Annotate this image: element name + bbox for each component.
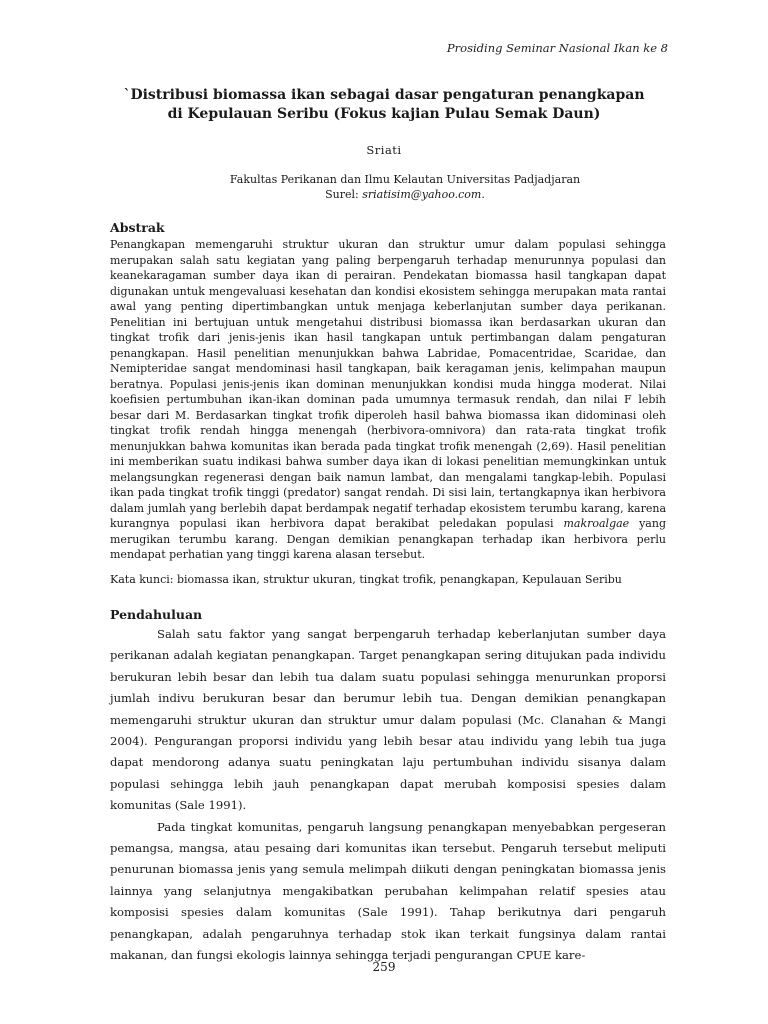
affiliation bbox=[150, 172, 660, 202]
paper-title-line-2: di Kepulauan Seribu (Fokus kajian Pulau Semak Daun) bbox=[167, 106, 601, 122]
introduction-body bbox=[110, 624, 666, 967]
email-label: Surel: bbox=[325, 188, 363, 201]
institution: Fakultas Perikanan dan Ilmu Kelautan Universitas Padjadjaran bbox=[229, 173, 581, 186]
email-line bbox=[150, 187, 660, 202]
running-head: Prosiding Seminar Nasional Ikan ke 8 bbox=[446, 41, 668, 55]
introduction-paragraph-2: Pada tingkat komunitas, pengaruh langsung penangkapan menyebabkan pergeseran pemangsa, mangsa, atau pesaing dari komunitas ikan tersebut. Pengaruh tersebut meliputi penurunan biomassa jenis yang semula melimpah diikuti dengan peningkatan biomassa jenis lainnya yang selanjutnya mengakibatkan perubahan kelimpahan relatif spesies atau komposisi spesies dalam komunitas (Sale 1991). Tahap berikutnya dari pengaruh penangkapan, adalah pengaruhnya terhadap stok ikan terkait fungsinya dalam rantai makanan, dan fungsi ekologis lainnya sehingga terjadi pengurangan CPUE kare- bbox=[110, 819, 666, 963]
keywords: Kata kunci: biomassa ikan, struktur ukuran, tingkat trofik, penangkapan, Kepulauan Seribu bbox=[110, 573, 622, 586]
author-email: sriatisim@yahoo.com. bbox=[362, 188, 485, 201]
author-name: Sriati bbox=[366, 143, 402, 157]
page-number: 259 bbox=[372, 960, 396, 974]
abstract-text-2: yang merugikan terumbu karang. Dengan demikian penangkapan terhadap ikan herbivora perlu mendapat perhatian yang tinggi karena alasan tersebut. bbox=[110, 517, 666, 561]
abstract-heading: Abstrak bbox=[110, 220, 165, 235]
introduction-paragraph-1: Salah satu faktor yang sangat berpengaruh terhadap keberlanjutan sumber daya perikanan adalah kegiatan penangkapan. Target penangkapan sering ditujukan pada individu berukuran lebih besar dan lebih tua dalam suatu populasi sehingga menurunkan proporsi jumlah indivu berukuran besar dan berumur lebih tua. Dengan demikian penangkapan memengaruhi struktur ukuran dan struktur umur dalam populasi (Mc. Clanahan & Mangi 2004). Pengurangan proporsi individu yang lebih besar atau individu yang lebih tua juga dapat mendorong adanya suatu peningkatan laju pertumbuhan individu sisanya dalam populasi sehingga lebih jauh penangkapan dapat merubah komposisi spesies dalam komunitas (Sale 1991). bbox=[110, 627, 666, 813]
paper-title bbox=[0, 86, 768, 124]
paper-title-line-1: `Distribusi biomassa ikan sebagai dasar pengaturan penangkapan bbox=[123, 87, 645, 103]
abstract-text-1: Penangkapan memengaruhi struktur ukuran dan struktur umur dalam populasi sehingga merupakan salah satu kegiatan yang paling berpengaruh terhadap menurunnya populasi dan keanekaragaman sumber daya ikan di perairan. Pendekatan biomassa hasil tangkapan dapat digunakan untuk mengevaluasi kesehatan dan kondisi ekosistem sehingga merupakan mata rantai awal yang penting dipertimbangkan untuk menjaga keberlanjutan sumber daya perikanan. Penelitian ini bertujuan untuk mengetahui distribusi biomassa ikan berdasarkan ukuran dan tingkat trofik dari jenis-jenis ikan hasil tangkapan untuk pertimbangan dalam pengaturan penangkapan. Hasil penelitian menunjukkan bahwa Labridae, Pomacentridae, Scaridae, dan Nemipteridae sangat mendominasi hasil tangkapan, baik keragaman jenis, kelimpahan maupun beratnya. Populasi jenis-jenis ikan dominan menunjukkan kondisi muda hingga moderat. Nilai koefisien pertumbuhan ikan-ikan dominan pada umumnya termasuk rendah, dan nilai F lebih besar dari M. Berdasarkan tingkat trofik diperoleh hasil bahwa biomassa ikan didominasi oleh tingkat trofik rendah hingga menengah (herbivora-omnivora) dan rata-rata tingkat trofik menunjukkan bahwa komunitas ikan berada pada tingkat trofik menengah (2,69). Hasil penelitian ini memberikan suatu indikasi bahwa sumber daya ikan di lokasi penelitian memungkinkan untuk melangsungkan regenerasi dengan baik namun lambat, dan mengalami tangkap-lebih. Populasi ikan pada tingkat trofik tinggi (predator) sangat rendah. Di sisi lain, tertangkapnya ikan herbivora dalam jumlah yang berlebih dapat berdampak negatif terhadap ekosistem terumbu karang, karena kurangnya populasi ikan herbivora dapat berakibat peledakan populasi bbox=[110, 238, 666, 530]
abstract-paragraph bbox=[110, 237, 666, 563]
abstract-body bbox=[110, 237, 666, 563]
abstract-italic-term: makroalgae bbox=[563, 517, 630, 530]
introduction-heading: Pendahuluan bbox=[110, 607, 203, 622]
